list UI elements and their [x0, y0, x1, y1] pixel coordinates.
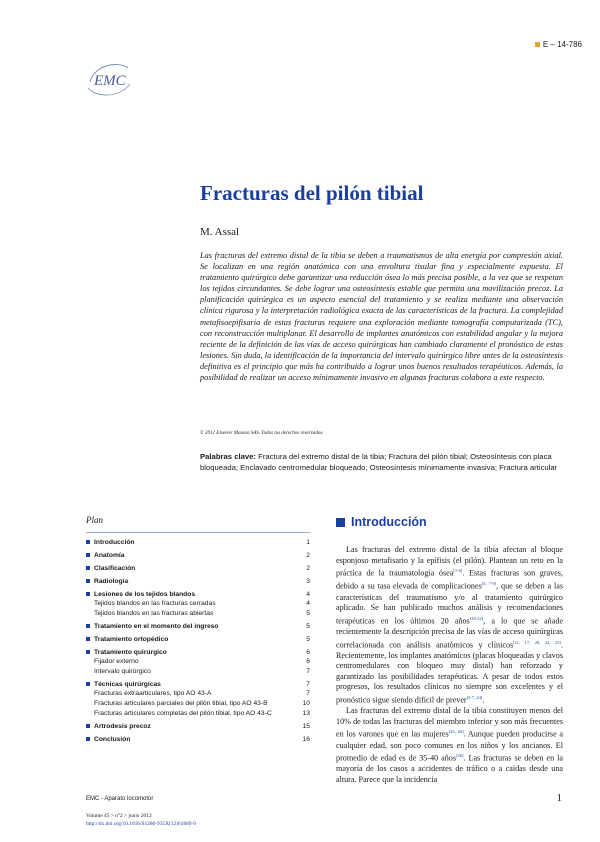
footer-doi-link[interactable]: http://dx.doi.org/10.1016/S1286-935X(12)61889-9: [86, 821, 196, 827]
plan-item-page: 5: [306, 609, 310, 617]
plan-section-item[interactable]: [86, 635, 310, 644]
plan-item-label: Intervalo quirúrgico: [94, 667, 151, 675]
plan-item-label: Fracturas extraarticulares, tipo AO 43-A: [94, 690, 212, 698]
plan-section-item[interactable]: [86, 564, 310, 573]
plan-subsection-item[interactable]: [86, 667, 310, 677]
article-code-text: E – 14-786: [542, 40, 582, 49]
plan-subsection-item[interactable]: [86, 689, 310, 699]
plan-item-label: Lesiones de los tejidos blandos: [94, 591, 196, 598]
plan-subsection-item[interactable]: [86, 599, 310, 609]
plan-item-page: 6: [306, 649, 310, 657]
plan-item-label: Anatomía: [94, 552, 125, 559]
citation[interactable]: [1-6]: [453, 568, 463, 574]
plan-subsection-item[interactable]: [86, 609, 310, 619]
footer-journal: EMC - Aparato locomotor: [86, 796, 154, 802]
plan-item-page: 2: [306, 552, 310, 559]
plan-section-item[interactable]: [86, 622, 310, 631]
plan-item-page: 7: [306, 681, 310, 689]
plan-item-page: 13: [302, 709, 310, 717]
plan-item-page: 5: [306, 623, 310, 631]
plan-item-page: 1: [306, 539, 310, 546]
plan-section-item[interactable]: [86, 551, 310, 560]
plan-item-label: Fracturas articulares parciales del pilón tibial, tipo AO 43-B: [94, 699, 268, 707]
plan-section-item[interactable]: [86, 538, 310, 547]
plan-item-page: 6: [306, 658, 310, 666]
intro-paragraph-2: Las fracturas del extremo distal de la tibia constituyen menos del 10% de todas las fracturas del miembro inferior y son más frecuentes en los varones que en las mujeres[25, 26]. Aunque pueden producirse a cualquier edad, son poco comunes en los niños y los ancianos. El promedio de edad es de 35-40 años[26]. Las fracturas se deben en la mayoría de los casos a accidentes de tráfico o a caídas desde una altura. Parece que la incidencia: [336, 706, 563, 784]
plan-item-label: Tratamiento ortopédico: [94, 636, 169, 644]
plan-item-label: Fracturas articulares completas del pilón tibial, tipo AO 43-C: [94, 709, 272, 717]
citation[interactable]: [11, 17, 20, 22, 23]: [513, 639, 561, 645]
introduction-section: [336, 515, 563, 786]
plan-item-page: 7: [306, 690, 310, 698]
plan-item-label: Conclusión: [94, 736, 131, 744]
citation[interactable]: [26]: [456, 753, 464, 759]
plan-item-page: 15: [302, 723, 310, 731]
footer-volume: Volume 45 > n°2 > junio 2012: [86, 813, 152, 819]
plan-section-item[interactable]: [86, 590, 310, 599]
citation[interactable]: [5, 7-9]: [481, 581, 497, 587]
article-code: [535, 40, 582, 49]
plan-title: Plan: [86, 515, 310, 533]
code-square-icon: [535, 42, 540, 47]
plan-section-item[interactable]: [86, 680, 310, 689]
plan-item-label: Fijador externo: [94, 658, 139, 666]
plan-section-item[interactable]: [86, 577, 310, 586]
plan-item-page: 3: [306, 578, 310, 585]
introduction-heading: [336, 515, 563, 529]
plan-item-page: 16: [302, 736, 310, 744]
plan-item-page: 2: [306, 565, 310, 572]
plan-item-label: Radiología: [94, 578, 129, 585]
plan-item-page: 10: [302, 699, 310, 707]
plan-item-page: 5: [306, 636, 310, 644]
introduction-heading-text: Introducción: [351, 515, 427, 529]
plan-subsection-item[interactable]: [86, 709, 310, 719]
plan-item-page: 7: [306, 667, 310, 675]
plan-section-item[interactable]: [86, 722, 310, 731]
heading-square-icon: [336, 518, 345, 527]
page-number: 1: [556, 792, 562, 804]
plan-item-page: 4: [306, 600, 310, 607]
keywords: [200, 452, 563, 474]
plan-item-label: Tejidos blandos en las fracturas cerradas: [94, 600, 216, 607]
plan-subsection-item[interactable]: [86, 699, 310, 709]
plan-section-item[interactable]: [86, 648, 310, 657]
citation[interactable]: [10-22]: [469, 615, 484, 621]
plan-toc: [86, 515, 310, 744]
plan-item-label: Introducción: [94, 539, 135, 546]
article-author: M. Assal: [200, 226, 240, 238]
plan-item-label: Clasificación: [94, 565, 136, 572]
plan-item-label: Artrodesis precoz: [94, 723, 151, 731]
plan-item-page: 4: [306, 591, 310, 598]
plan-subsection-item[interactable]: [86, 657, 310, 667]
plan-section-item[interactable]: [86, 735, 310, 744]
plan-item-label: Tratamiento en el momento del ingreso: [94, 623, 219, 631]
plan-item-label: Tratamiento quirúrgico: [94, 649, 167, 657]
emc-logo: [86, 58, 132, 100]
intro-paragraph-1: Las fracturas del extremo distal de la tibia afectan al bloque esponjoso metafisario y la epífisis (el pilón). Plantean un reto en la práctica de la traumatología ósea[1-6]. Estas fracturas son graves, debido a su tasa elevada de complicaciones[5, 7-9], que se deben a las características del traumatismo y/o al tratamiento quirúrgico aplicado. Se han publicado muchos análisis y recomendaciones terapéuticas en los últimos 20 años[10-22], a lo que se añade recientemente la descripción precisa de las vías de acceso quirúrgicas correlacionada con análisis anatómicos y clínicos[11, 17, 20, 22, 23]. Recientemente, los implantes anatómicos (placas bloqueadas y clavos centromedulares con bloqueo muy distal) han reforzado y garantizado las posibilidades terapéuticas. A pesar de todos estos progresos, los resultados clínicos no siempre son excelentes y el pronóstico sigue siendo difícil de prever[5-7, 24].: [336, 545, 563, 705]
keywords-text: Fractura del extremo distal de la tibia; Fractura del pilón tibial; Osteosíntesis con placa bloqueada; Enclavado centromedular bloqueado; Osteosíntesis mínimamente invasiva; Fractura articular: [200, 452, 558, 472]
plan-item-label: Tejidos blandos en las fracturas abiertas: [94, 609, 214, 617]
citation[interactable]: [25, 26]: [448, 729, 464, 735]
article-title: Fracturas del pilón tibial: [200, 181, 424, 205]
abstract: Las fracturas del extremo distal de la tibia se deben a traumatismos de alta energía por compresión axial. Se localizan en una región anatómica con una envoltura tisular fina y especialmente expuesta. El tratamiento quirúrgico debe garantizar una reducción ósea lo más precisa posible, a la vez que se respetan los tejidos circundantes. Se debe lograr una osteosíntesis estable que permita una movilización precoz. La planificación quirúrgica es un aspecto esencial del tratamiento y se realiza mediante una observación clínica rigurosa y la interpretación radiológica exacta de las características de la fractura. La complejidad metafisoepifisaria de estas fracturas requiere una exploración mediante tomografía computarizada (TC), con reconstrucción multiplanar. El desarrollo de implantes anatómicos con estabilidad angular y la mejora reciente de la definición de las vías de acceso quirúrgicas han cambiado claramente el pronóstico de estas lesiones. Sin duda, la identificación de la importancia del intervalo quirúrgico libre antes de la osteosíntesis definitiva es el principio que más ha contribuido a lograr unos buenos resultados terapéuticos. Además, la posibilidad de realizar un acceso mínimamente invasivo en algunas fracturas colabora a este respecto.: [200, 251, 563, 383]
citation[interactable]: [5-7, 24]: [466, 694, 483, 700]
plan-item-label: Técnicas quirúrgicas: [94, 681, 161, 689]
plan-list: [86, 538, 310, 744]
keywords-label: Palabras clave:: [200, 452, 256, 461]
logo-text: EMC: [94, 73, 126, 89]
copyright: © 2012 Elsevier Masson SAS. Todos los derechos reservados.: [200, 431, 324, 436]
